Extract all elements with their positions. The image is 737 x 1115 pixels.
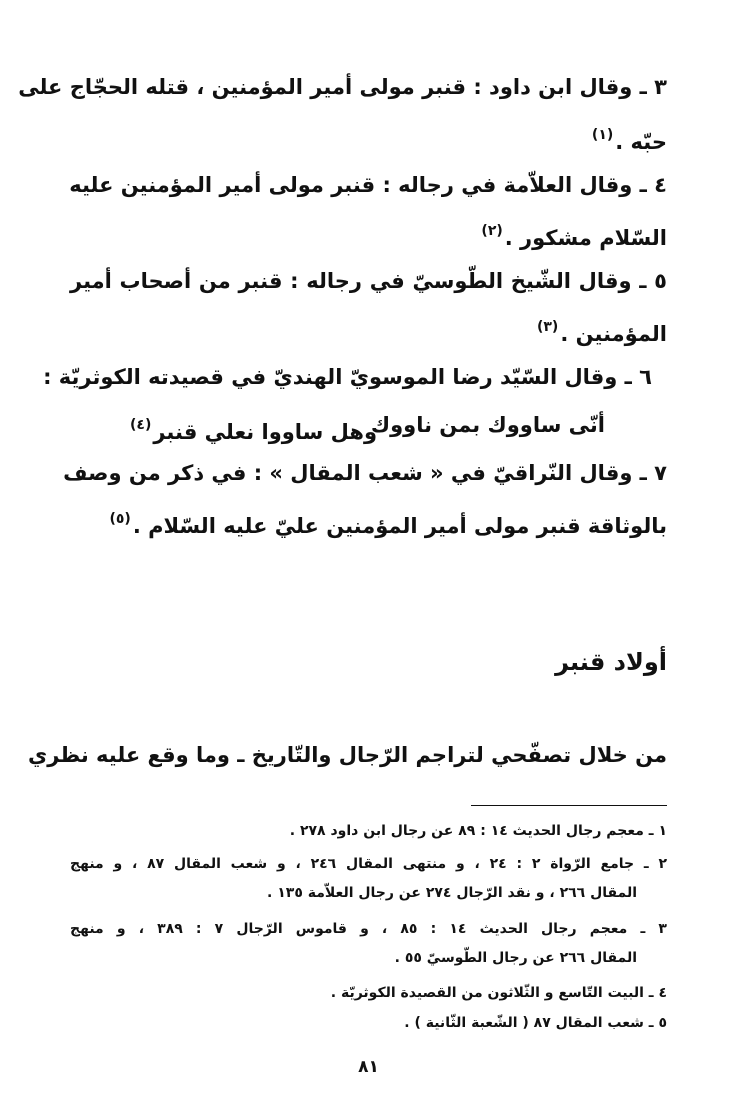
quote-5-line-2 bbox=[70, 312, 667, 349]
footnote-ref-5[interactable]: (٥) bbox=[109, 511, 131, 527]
page-number: ٨١ bbox=[358, 1057, 379, 1077]
section-heading: أولاد قنبر bbox=[555, 648, 667, 676]
quote-4-line-2 bbox=[70, 216, 667, 253]
footnote-ref-4[interactable]: (٤) bbox=[130, 417, 152, 433]
footnote-2-line-1: ٢ ـ جامع الرّواة ٢ : ٢٤ ، و منتهى المقال ٢٤٦ ، و شعب المقال ٨٧ ، و منهج bbox=[70, 856, 667, 872]
footnote-1: ١ ـ معجم رجال الحديث ١٤ : ٨٩ عن رجال ابن داود ٢٧٨ . bbox=[289, 823, 667, 839]
poem-hemistich-1: أنّى ساووك بمن ناووك bbox=[370, 413, 605, 437]
footnote-3-line-1: ٣ ـ معجم رجال الحديث ١٤ : ٨٥ ، و قاموس الرّجال ٧ : ٣٨٩ ، و منهج bbox=[70, 921, 667, 937]
section-intro: من خلال تصفّحي لتراجم الرّجال والتّاريخ ـ وما وقع عليه نظري bbox=[28, 743, 667, 767]
quote-5-text: المؤمنين . bbox=[560, 322, 667, 346]
footnote-3-line-2: المقال ٢٦٦ عن رجال الطّوسيّ ٥٥ . bbox=[394, 950, 637, 966]
footnote-2-line-2: المقال ٢٦٦ ، و نقد الرّجال ٢٧٤ عن رجال العلاّمة ١٣٥ . bbox=[267, 885, 637, 901]
footnote-ref-3[interactable]: (٣) bbox=[536, 319, 559, 335]
footnote-ref-1[interactable]: (١) bbox=[591, 127, 614, 143]
quote-5-line-1: ٥ ـ وقال الشّيخ الطّوسيّ في رجاله : قنبر من أصحاب أمير bbox=[70, 269, 667, 293]
footnote-5: ٥ ـ شعب المقال ٨٧ ( الشّعبة الثّانية ) . bbox=[404, 1015, 667, 1031]
quote-4-text: السّلام مشكور . bbox=[504, 226, 667, 250]
poem-hemistich-2-text: وهل ساووا نعلي قنبر bbox=[153, 420, 378, 444]
quote-4-line-1: ٤ ـ وقال العلاّمة في رجاله : قنبر مولى أمير المؤمنين عليه bbox=[69, 173, 667, 197]
quote-3-text: حبّه . bbox=[615, 130, 667, 154]
footnote-4: ٤ ـ البيت التّاسع و الثّلاثون من القصيدة الكوثريّة . bbox=[330, 985, 667, 1001]
quote-6-line-1: ٦ ـ وقال السّيّد رضا الموسويّ الهنديّ في قصيدته الكوثريّة : bbox=[43, 365, 652, 389]
poem-hemistich-2 bbox=[128, 410, 377, 447]
footnote-divider bbox=[471, 805, 667, 806]
quote-7-line-1: ٧ ـ وقال النّراقيّ في « شعب المقال » : في ذكر من وصف bbox=[63, 461, 667, 485]
quote-3-line-1: ٣ ـ وقال ابن داود : قنبر مولى أمير المؤمنين ، قتله الحجّاج على bbox=[18, 75, 667, 99]
quote-3-line-2 bbox=[70, 120, 667, 157]
quote-7-line-2 bbox=[70, 504, 667, 541]
quote-7-text: بالوثاقة قنبر مولى أمير المؤمنين عليّ عليه السّلام . bbox=[132, 514, 667, 538]
footnote-ref-2[interactable]: (٢) bbox=[481, 223, 503, 239]
